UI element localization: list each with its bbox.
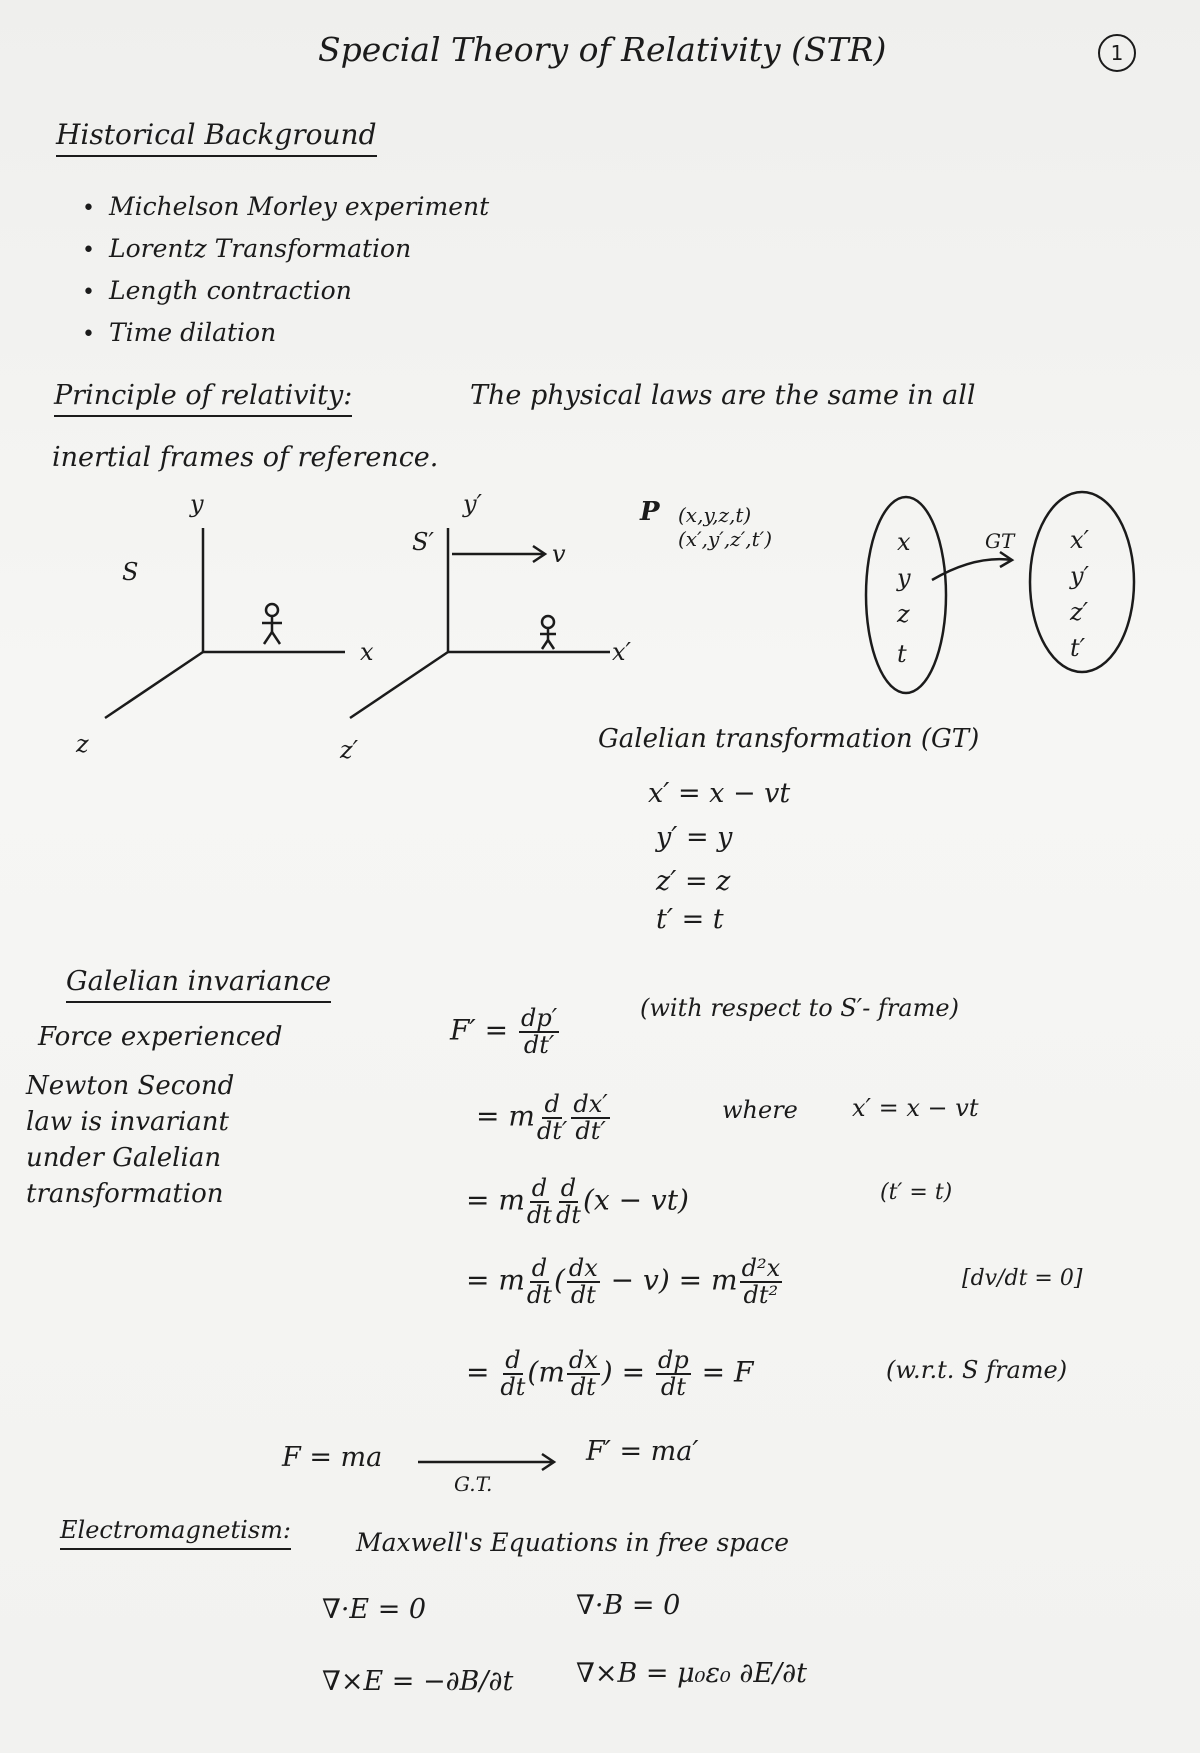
gt-heading: Galelian transformation (GT) [598,724,980,754]
gt-equation-y: y′ = y [656,822,733,853]
principle-text-2: inertial frames of reference. [52,442,439,473]
gt-equation-x: x′ = x − vt [648,778,791,809]
list-item: • Time dilation [82,312,489,354]
source-coord-x: x [897,528,911,556]
principle-text-1: The physical laws are the same in all [470,380,976,411]
derivation-step-2: = m $\frac{d}{dt}$ $\frac{d}{dt}$ (x − vt) [466,1174,689,1230]
where-label: where [722,1096,798,1124]
event-point-label: P [640,497,660,527]
s-y-label: y [190,490,204,518]
s-prime-frame-label: S′ [412,528,434,556]
target-coord-t: t′ [1070,634,1086,662]
s-x-label: x [360,638,374,666]
page-number-badge: 1 [1098,34,1136,72]
s-frame-note: (w.r.t. S frame) [886,1356,1068,1384]
maxwell-gauss-e: ∇·E = 0 [322,1594,427,1625]
historical-list [82,186,489,354]
s-prime-y-label: y′ [463,490,483,518]
force-label: Force experienced [38,1022,283,1052]
note-line: law is invariant [26,1107,229,1137]
list-item: • Length contraction [82,270,489,312]
note-line: under Galelian [26,1143,222,1173]
newton-rhs: F′ = ma′ [586,1436,699,1467]
note-line: Newton Second [26,1071,235,1101]
s-z-label: z [76,730,89,758]
target-coord-x: x′ [1070,526,1089,554]
maxwell-faraday: ∇×E = −∂B/∂t [322,1666,514,1697]
invariance-heading: Galelian invariance [66,966,331,1003]
note-line: transformation [26,1179,224,1209]
list-item: • Lorentz Transformation [82,228,489,270]
frame-note: (with respect to S′- frame) [640,994,959,1022]
gt-equation-z: z′ = z [656,866,731,897]
constant-velocity-note: [dv/dt = 0] [962,1266,1083,1291]
maxwell-subtitle: Maxwell's Equations in free space [356,1528,789,1557]
list-item: • Michelson Morley experiment [82,186,489,228]
newton-lhs: F = ma [282,1442,383,1473]
event-coords-prime: (x′,y′,z′,t′) [678,527,772,551]
gt-arrow-label: G.T. [454,1472,493,1496]
principle-heading: Principle of relativity: [54,380,352,417]
event-coords: (x,y,z,t) [678,503,752,527]
target-coord-z: z′ [1070,598,1089,626]
velocity-label: v [552,540,566,568]
derivation-step-3: = m $\frac{d}{dt}$ ( $\frac{dx}{dt}$ − v) = m $\frac{\text{d²x}}{\text{dt²}}$ [466,1254,781,1310]
s-z-axis [105,652,203,718]
s-frame-label: S [122,558,139,586]
maxwell-gauss-b: ∇·B = 0 [576,1590,681,1621]
time-equality-note: (t′ = t) [880,1180,953,1205]
maxwell-ampere: ∇×B = μ₀ε₀ ∂E/∂t [576,1658,807,1689]
observer-figure-s [262,604,282,644]
source-coord-t: t [897,640,907,668]
s-prime-z-label: z′ [340,736,359,764]
page-title: Special Theory of Relativity (STR) [318,30,887,69]
em-heading: Electromagnetism: [60,1516,291,1550]
gt-arrow-label: GT [985,529,1015,553]
historical-heading: Historical Background [56,118,377,157]
observer-figure-s-prime [540,616,556,649]
source-coord-y: y [897,564,911,592]
where-equation: x′ = x − vt [852,1094,979,1122]
derivation-step-4: = $\frac{d}{dt}$ (m $\frac{dx}{dt}$ ) = $\frac{dp}{dt}$ = F [466,1346,754,1402]
gt-equation-t: t′ = t [656,904,724,935]
s-prime-x-label: x′ [612,638,631,666]
reference-frames-diagram [0,490,1200,830]
source-coord-z: z [897,600,910,628]
force-definition: F′ = $\frac{dp'}{dt'}$ [450,1004,558,1060]
invariance-note [26,1068,234,1212]
target-coord-y: y′ [1070,562,1090,590]
derivation-step-1: = m $\frac{d}{dt'}$ $\frac{dx'}{dt'}$ [476,1090,608,1146]
